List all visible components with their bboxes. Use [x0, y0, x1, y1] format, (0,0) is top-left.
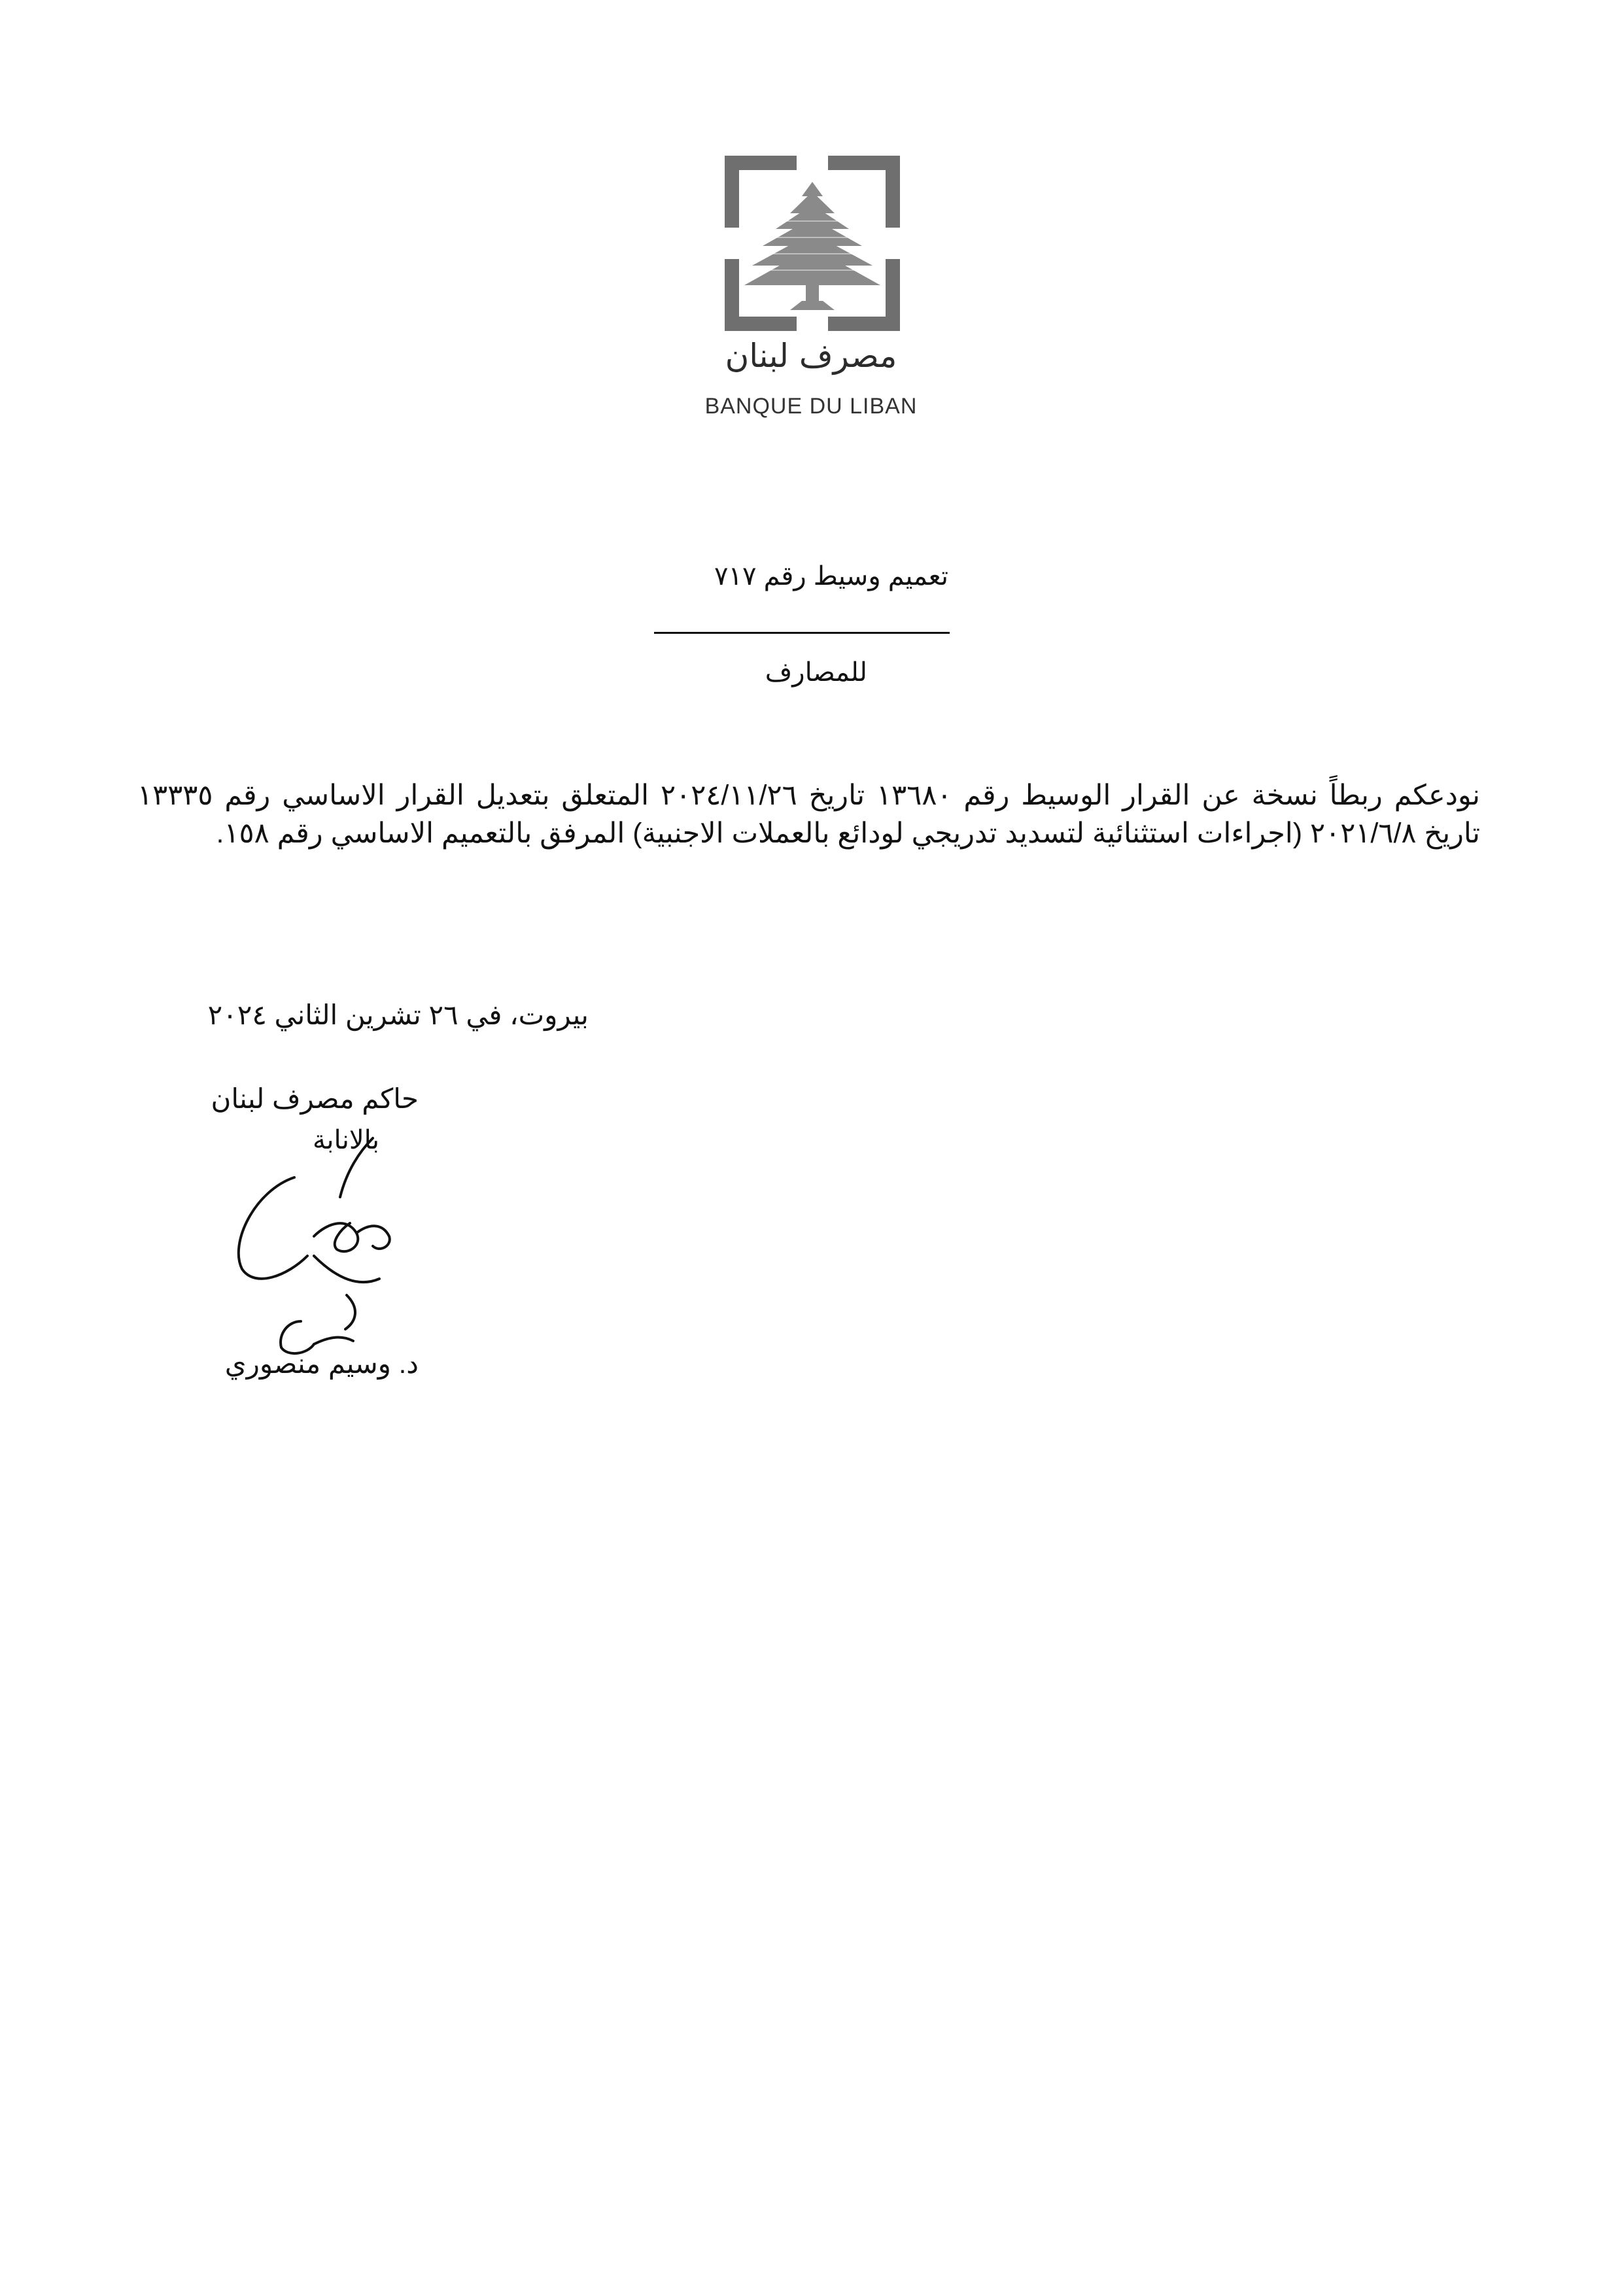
logo-arabic-name: مصرف لبنان — [725, 337, 897, 375]
title-divider — [654, 632, 950, 634]
governor-title: حاكم مصرف لبنان — [211, 1083, 419, 1114]
circular-title: تعميم وسيط رقم ٧١٧ — [714, 562, 948, 591]
body-paragraph: نودعكم ربطاً نسخة عن القرار الوسيط رقم ١٣٦٨٠ تاريخ ٢٠٢٤/١١/٢٦ المتعلق بتعديل القرار الاساسي رقم ١٣٣٣٥ تاريخ ٢٠٢١/٦/٨ (اجراءات استثنائية لتسديد تدريجي لودائع بالعملات الاجنبية) المرفق بالتعميم الاساسي رقم ١٥٨. — [137, 780, 1481, 849]
recipient: للمصارف — [765, 658, 867, 687]
banque-du-liban-logo — [725, 156, 900, 331]
by-proxy-label: بالانابة — [312, 1126, 379, 1155]
logo-french-name: BANQUE DU LIBAN — [704, 394, 918, 419]
cedar-emblem-icon — [725, 156, 900, 331]
signer-name: د. وسيم منصوري — [224, 1348, 419, 1379]
handwritten-signature — [216, 1125, 412, 1361]
date-line: بيروت، في ٢٦ تشرين الثاني ٢٠٢٤ — [207, 999, 589, 1030]
